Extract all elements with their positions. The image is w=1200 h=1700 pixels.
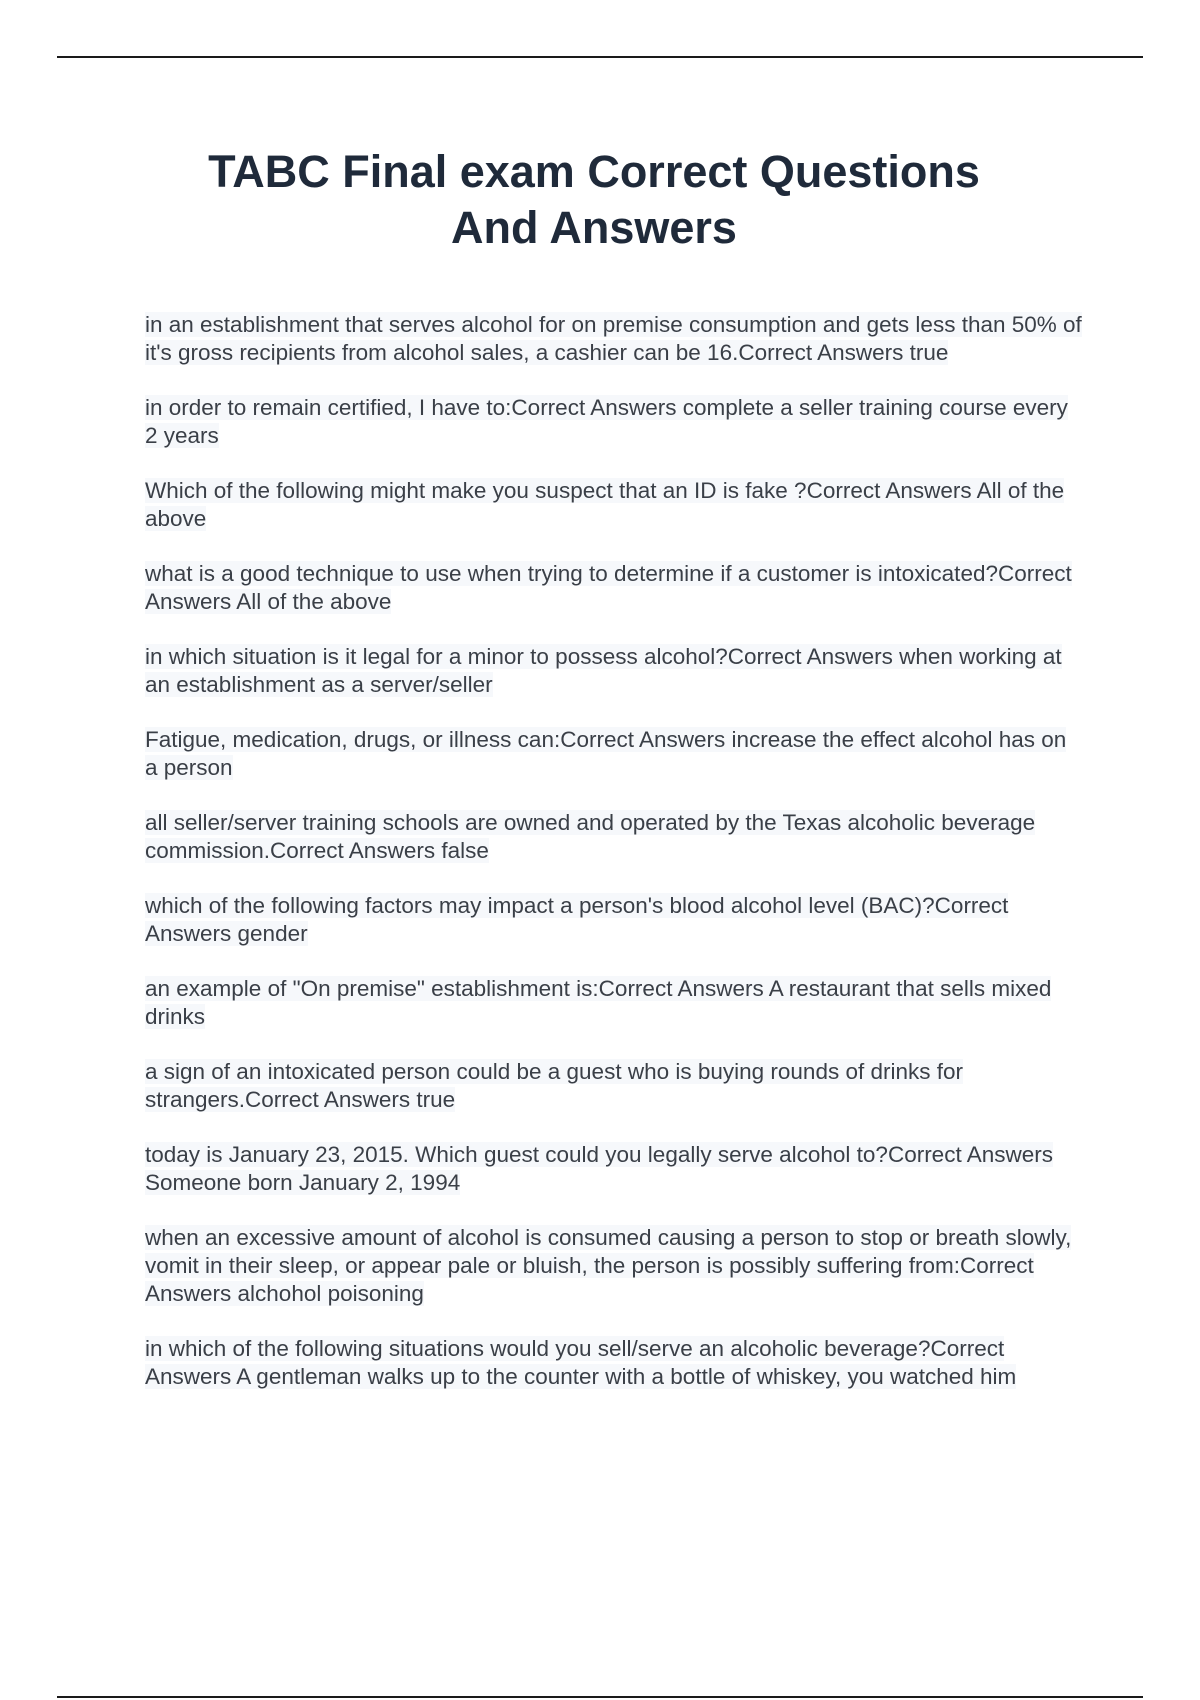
qa-text: today is January 23, 2015. Which guest could you legally serve alcohol to?Correct Answers Someone born January 2, 1994 (145, 1142, 1053, 1195)
header-rule (57, 56, 1143, 58)
qa-text: when an excessive amount of alcohol is consumed causing a person to stop or breath slowly, vomit in their sleep, or appear pale or bluish, the person is possibly suffering from:Correct Answers alchohol poisoning (145, 1225, 1072, 1306)
title-line-1: TABC Final exam Correct Questions (208, 146, 980, 197)
qa-item (145, 643, 1085, 699)
qa-text: Which of the following might make you suspect that an ID is fake ?Correct Answers All of the above (145, 478, 1065, 531)
qa-text: which of the following factors may impact a person's blood alcohol level (BAC)?Correct Answers gender (145, 893, 1009, 946)
qa-text: in an establishment that serves alcohol for on premise consumption and gets less than 50% of it's gross recipients from alcohol sales, a cashier can be 16.Correct Answers true (145, 312, 1082, 365)
qa-text: in which of the following situations would you sell/serve an alcoholic beverage?Correct Answers A gentleman walks up to the counter with a bottle of whiskey, you watched him (145, 1336, 1017, 1389)
qa-item (145, 892, 1085, 948)
footer-rule (57, 1696, 1143, 1698)
qa-item (145, 477, 1085, 533)
qa-item (145, 809, 1085, 865)
qa-item (145, 1058, 1085, 1114)
title-line-2: And Answers (451, 202, 737, 253)
qa-text: Fatigue, medication, drugs, or illness can:Correct Answers increase the effect alcohol has on a person (145, 727, 1067, 780)
qa-item (145, 394, 1085, 450)
qa-item (145, 1141, 1085, 1197)
document-title (0, 144, 1188, 256)
qa-text: an example of "On premise" establishment is:Correct Answers A restaurant that sells mixed drinks (145, 976, 1052, 1029)
qa-text: in which situation is it legal for a minor to possess alcohol?Correct Answers when working at an establishment as a server/seller (145, 644, 1062, 697)
qa-text: what is a good technique to use when trying to determine if a customer is intoxicated?Correct Answers All of the above (145, 561, 1072, 614)
qa-text: a sign of an intoxicated person could be a guest who is buying rounds of drinks for strangers.Correct Answers true (145, 1059, 963, 1112)
qa-text: all seller/server training schools are owned and operated by the Texas alcoholic beverage commission.Correct Answers false (145, 810, 1036, 863)
qa-item (145, 560, 1085, 616)
qa-list (145, 311, 1085, 1418)
qa-item (145, 311, 1085, 367)
qa-item (145, 975, 1085, 1031)
qa-item (145, 726, 1085, 782)
qa-text: in order to remain certified, I have to:Correct Answers complete a seller training course every 2 years (145, 395, 1068, 448)
qa-item (145, 1224, 1085, 1308)
qa-item (145, 1335, 1085, 1391)
